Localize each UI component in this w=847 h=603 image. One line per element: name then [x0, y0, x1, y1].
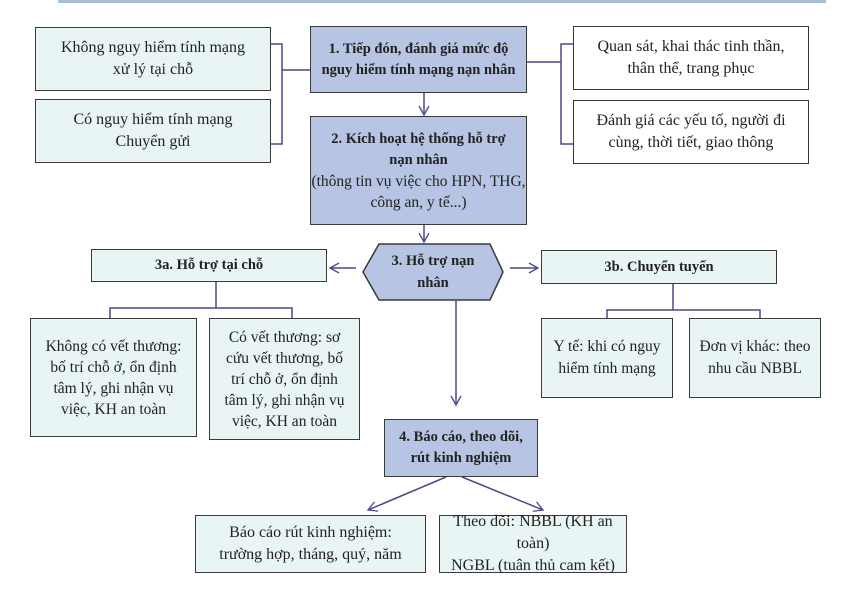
step2-title-line: 2. Kích hoạt hệ thống hỗ trợ — [331, 130, 506, 147]
box-line: nhu cầu NBBL — [708, 360, 802, 377]
box-line: NGBL (tuân thủ cam kết) — [451, 557, 615, 574]
box-line: Có nguy hiểm tính mạng — [73, 111, 233, 128]
box-line: Theo dõi: NBBL (KH an toàn) — [453, 513, 613, 552]
observe-box — [573, 26, 809, 90]
step4-title-line: 4. Báo cáo, theo dõi, — [399, 429, 523, 445]
step3a-title: 3a. Hỗ trợ tại chỗ — [154, 257, 264, 273]
step4-title-line: rút kinh nghiệm — [410, 450, 512, 466]
injury-box — [209, 318, 360, 440]
step2-detail-line: công an, y tế...) — [370, 193, 467, 211]
life-danger-box — [35, 99, 271, 163]
box-line: tâm lý, ghi nhận vụ — [224, 391, 345, 409]
box-line: Có vết thương: sơ — [228, 328, 341, 346]
other-unit-referral-box — [689, 318, 821, 398]
step1-box — [310, 26, 527, 93]
step3b-title: 3b. Chuyển tuyến — [604, 258, 714, 275]
step3-title-line: nhân — [417, 275, 449, 291]
step2-detail-line: (thông tin vụ việc cho HPN, THG, — [311, 172, 526, 190]
step3b-box — [541, 250, 777, 284]
step1-title-line: nguy hiểm tính mạng nạn nhân — [321, 61, 516, 78]
step3-title-line: 3. Hỗ trợ nạn — [391, 253, 475, 269]
step3a-box — [91, 249, 327, 282]
box-line: Chuyển gửi — [115, 133, 191, 150]
assess-factors-box — [573, 100, 809, 164]
follow-up-box — [439, 515, 627, 573]
step2-title-line: nạn nhân — [389, 151, 448, 168]
box-line: tâm lý, ghi nhận vụ — [53, 379, 174, 397]
box-line: Không có vết thương: — [45, 337, 182, 355]
box-line: thân thể, trang phục — [627, 60, 755, 77]
step4-box — [384, 419, 538, 477]
box-line: việc, KH an toàn — [60, 400, 167, 418]
box-line: Đánh giá các yếu tố, người đi — [596, 112, 786, 129]
box-line: hiểm tính mạng — [558, 360, 656, 377]
box-line: việc, KH an toàn — [231, 412, 338, 430]
box-line: bố trí chỗ ở, ổn định — [50, 358, 177, 376]
box-line: Y tế: khi có nguy — [553, 338, 661, 355]
no-injury-box — [30, 318, 197, 437]
box-line: Đơn vị khác: theo — [699, 338, 811, 355]
box-line: trí chỗ ở, ổn định — [231, 370, 338, 388]
box-line: Báo cáo rút kinh nghiệm: — [229, 524, 392, 541]
no-life-danger-box — [35, 27, 271, 91]
medical-referral-box — [541, 318, 673, 398]
box-line: trường hợp, tháng, quý, năm — [219, 546, 402, 563]
lessons-report-box — [195, 515, 426, 573]
box-line: cứu vết thương, bố — [225, 349, 344, 367]
step3-label — [362, 243, 504, 301]
box-line: xử lý tại chỗ — [112, 61, 194, 78]
step2-box — [310, 116, 527, 225]
box-line: Quan sát, khai thác tinh thần, — [597, 38, 785, 55]
box-line: Không nguy hiểm tính mạng — [61, 39, 245, 56]
box-line: cùng, thời tiết, giao thông — [608, 134, 774, 151]
step1-title-line: 1. Tiếp đón, đánh giá mức độ — [328, 40, 509, 57]
